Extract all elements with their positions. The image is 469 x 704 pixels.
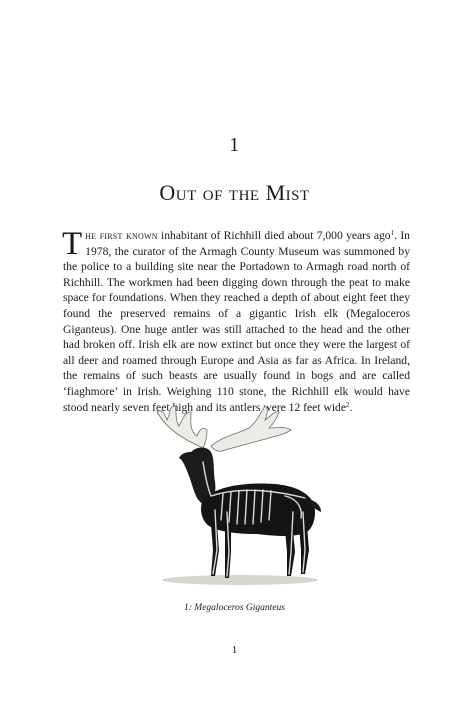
- paragraph-text-1: inhabitant of Richhill died about 7,000 years ago: [157, 229, 391, 242]
- irish-elk-skeleton-illustration-icon: [145, 400, 335, 590]
- body-paragraph: [63, 228, 410, 415]
- drop-cap: T: [62, 226, 83, 262]
- paragraph-text-3: .: [349, 400, 353, 414]
- page-number: 1: [231, 644, 238, 656]
- footnote-ref-2[interactable]: 2: [345, 400, 350, 409]
- figure-caption: 1: Megaloceros Giganteus: [184, 603, 285, 613]
- chapter-title: Out of the Mist: [159, 180, 310, 205]
- lead-in-small-caps: he first known: [85, 229, 158, 242]
- paragraph-text-2: . In 1978, the curator of the Armagh County Museum was summoned by the police to a building site near the Portadown to Armagh road north of Richhill. The workmen had been digging down through the peat to make space for foundations. When they reached a depth of about eight feet they found the preserved remains of a gigantic Irish elk (Megaloceros Giganteus). One huge antler was still attached to the head and the other had broken off. Irish elk are now extinct but once they were the largest of all deer and roamed through Europe and Asia as far as Africa. In Ireland, the remains of such beasts are usually found in bogs and are called ‘fiaghmore’ in Irish. Weighing 110 stone, the Richhill elk would have stood nearly seven feet high and its antlers were 12 feet wide: [63, 229, 410, 414]
- footnote-ref-1[interactable]: 1: [390, 229, 395, 237]
- elk-figure: [145, 400, 335, 590]
- chapter-number: 1: [229, 134, 240, 156]
